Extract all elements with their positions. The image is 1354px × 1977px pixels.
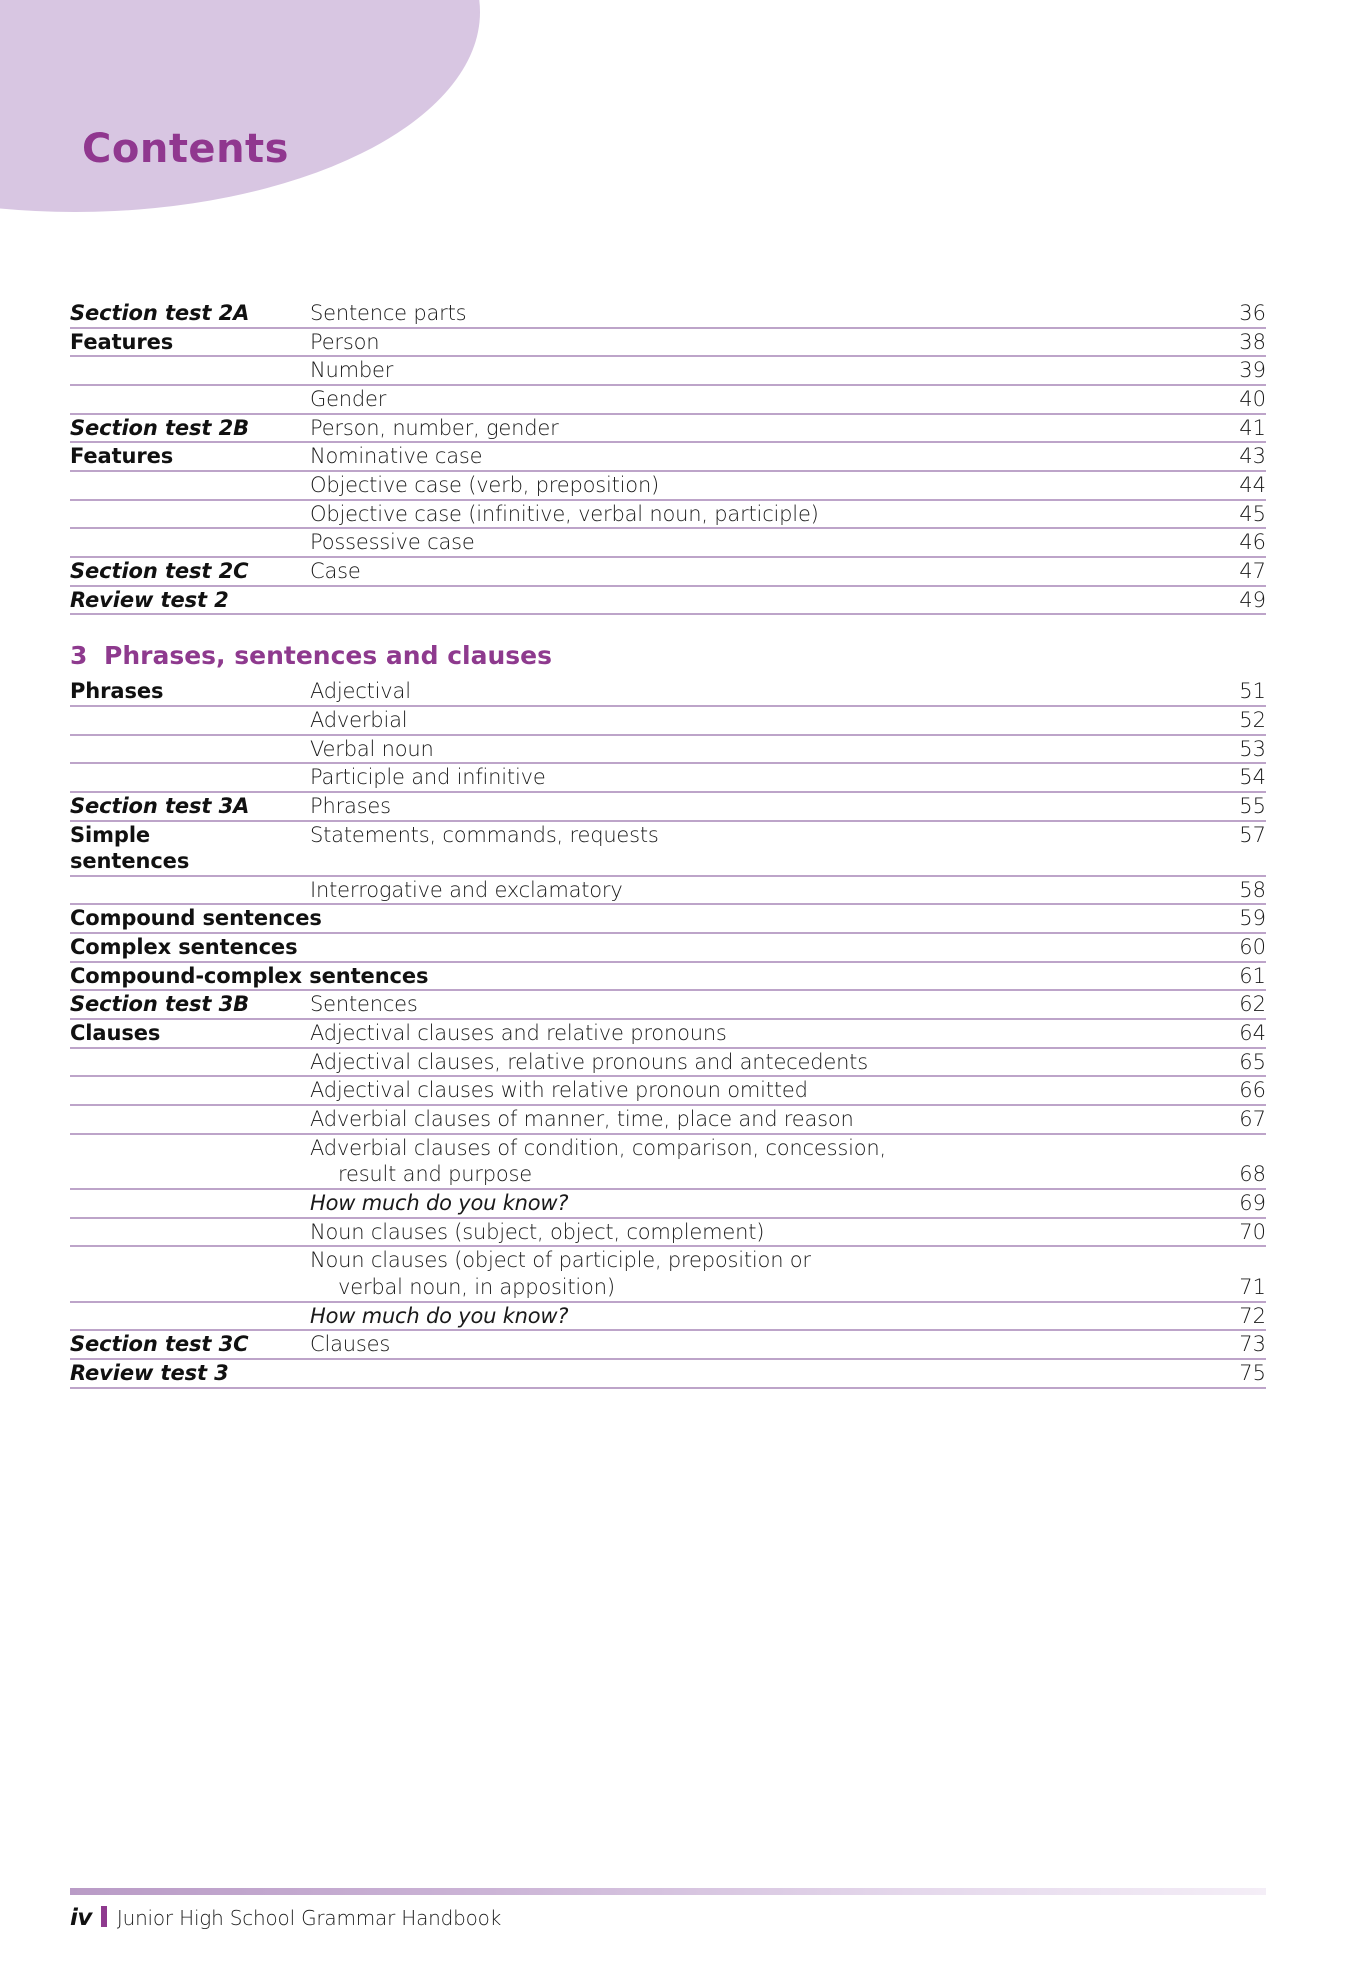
toc-row[interactable]: [70, 821, 1266, 876]
toc-entry-title: [310, 1076, 1110, 1105]
toc-entry-title-line: How much do you know?: [310, 1191, 569, 1216]
toc-entry-title: [310, 1189, 1110, 1218]
footer-accent-bar-icon: [101, 1906, 107, 1927]
toc-row[interactable]: [70, 1076, 1266, 1105]
toc-entry-page-number: 53: [1110, 735, 1266, 764]
toc-entry-page-number: 46: [1110, 528, 1266, 557]
toc-entry-title: [310, 1019, 1110, 1048]
toc-entry-title: [310, 876, 1110, 905]
toc-entry-title-line: Phrases: [310, 793, 391, 818]
toc-entry-category: [70, 1048, 310, 1077]
toc-entry-category: [70, 1105, 310, 1134]
toc-entry-title: [310, 678, 1110, 706]
toc-entry-category-line: sentences: [70, 849, 190, 874]
toc-entry-category: [70, 821, 310, 876]
toc-entry-page-number: 75: [1110, 1359, 1266, 1388]
toc-section-heading-row: [70, 614, 1266, 678]
toc-entry-title: [310, 385, 1110, 414]
toc-entry-category-line: Simple: [70, 822, 151, 847]
toc-entry-title: [310, 442, 1110, 471]
toc-entry-category: [70, 1189, 310, 1218]
toc-entry-page-number: 59: [1110, 904, 1266, 933]
toc-entry-page-number: 55: [1110, 792, 1266, 821]
toc-row[interactable]: [70, 528, 1266, 557]
toc-entry-page-number: 38: [1110, 328, 1266, 357]
toc-entry-title-line: Objective case (infinitive, verbal noun, participle): [310, 501, 819, 526]
toc-row[interactable]: [70, 586, 1266, 615]
toc-entry-title-line: Nominative case: [310, 444, 483, 469]
toc-entry-page-number: 61: [1110, 962, 1266, 991]
toc-row[interactable]: [70, 678, 1266, 706]
toc-row[interactable]: [70, 1218, 1266, 1247]
toc-entry-category: [70, 528, 310, 557]
toc-entry-title: [310, 471, 1110, 500]
toc-row[interactable]: [70, 1359, 1266, 1388]
toc-entry-page-number: 41: [1110, 414, 1266, 443]
toc-row[interactable]: [70, 706, 1266, 735]
toc-entry-category: [70, 500, 310, 529]
toc-entry-title: [310, 1302, 1110, 1331]
toc-row[interactable]: [70, 1189, 1266, 1218]
toc-entry-category: [70, 1134, 310, 1189]
toc-row[interactable]: [70, 328, 1266, 357]
toc-row[interactable]: [70, 962, 1266, 991]
toc-entry-page-number: 68: [1110, 1134, 1266, 1189]
toc-entry-page-number: 43: [1110, 442, 1266, 471]
toc-entry-title: [310, 500, 1110, 529]
toc-entry-title-full: Complex sentences: [70, 933, 1110, 962]
toc-row[interactable]: [70, 471, 1266, 500]
toc-entry-title: [310, 557, 1110, 586]
toc-entry-title: [310, 821, 1110, 876]
toc-entry-page-number: 64: [1110, 1019, 1266, 1048]
toc-row[interactable]: [70, 385, 1266, 414]
toc-row[interactable]: [70, 1134, 1266, 1189]
toc-entry-title-line: Person, number, gender: [310, 415, 559, 440]
toc-row[interactable]: [70, 557, 1266, 586]
toc-entry-title-line: Adjectival clauses and relative pronouns: [310, 1021, 727, 1046]
toc-entry-title-full: Compound-complex sentences: [70, 962, 1110, 991]
toc-entry-title-line: Adverbial: [310, 707, 408, 732]
toc-entry-page-number: 58: [1110, 876, 1266, 905]
toc-entry-title-line: Possessive case: [310, 530, 475, 555]
toc-row[interactable]: [70, 904, 1266, 933]
toc-entry-category: [70, 1359, 310, 1388]
toc-entry-title: [310, 763, 1110, 792]
toc-entry-title-line: Gender: [310, 386, 387, 411]
header-ellipse-decoration: [0, 0, 480, 212]
toc-entry-category: [70, 557, 310, 586]
toc-entry-category: [70, 356, 310, 385]
toc-entry-category-line: Section test 2B: [70, 415, 249, 440]
toc-row[interactable]: [70, 933, 1266, 962]
toc-entry-category: [70, 876, 310, 905]
toc-entry-title-line: Adverbial clauses of manner, time, place and reason: [310, 1107, 854, 1132]
toc-entry-title-continuation: verbal noun, in apposition): [338, 1275, 615, 1299]
toc-entry-category: [70, 471, 310, 500]
footer-line: [70, 1904, 1280, 1931]
toc-row[interactable]: [70, 356, 1266, 385]
footer-rule: [70, 1888, 1266, 1895]
toc-entry-title-continuation: result and purpose: [338, 1162, 532, 1187]
toc-entry-title: [310, 300, 1110, 328]
toc-body: [70, 300, 1266, 1388]
toc-entry-title: [310, 1048, 1110, 1077]
toc-entry-title: [310, 328, 1110, 357]
toc-entry-category: [70, 735, 310, 764]
toc-entry-page-number: 40: [1110, 385, 1266, 414]
toc-entry-category-line: Section test 3C: [70, 1332, 249, 1357]
page-header: [0, 0, 1354, 230]
toc-section-heading-cell: [70, 614, 1266, 678]
toc-row[interactable]: [70, 1246, 1266, 1301]
toc-entry-category-line: Review test 3: [70, 1360, 229, 1385]
toc-entry-title: [310, 1359, 1110, 1388]
toc-entry-title-full: Compound sentences: [70, 904, 1110, 933]
toc-entry-title-line: Statements, commands, requests: [310, 822, 659, 847]
toc-entry-title: [310, 528, 1110, 557]
toc-entry-title-line: Sentences: [310, 992, 418, 1017]
toc-row[interactable]: [70, 414, 1266, 443]
toc-entry-title: [310, 1330, 1110, 1359]
toc-row[interactable]: [70, 1105, 1266, 1134]
toc-entry-title: [310, 1218, 1110, 1247]
toc-entry-category: [70, 990, 310, 1019]
toc-entry-title-line: Person: [310, 329, 380, 354]
toc-entry-category-line: Section test 2C: [70, 558, 249, 583]
toc-row[interactable]: [70, 792, 1266, 821]
toc-entry-category: [70, 328, 310, 357]
toc-entry-title-line: How much do you know?: [310, 1303, 569, 1328]
toc-section-number: 3: [70, 641, 88, 671]
toc-entry-title-line: Adjectival: [310, 679, 411, 704]
toc-entry-page-number: 70: [1110, 1218, 1266, 1247]
toc-entry-page-number: 52: [1110, 706, 1266, 735]
toc-entry-category: [70, 1246, 310, 1301]
toc-entry-category: [70, 385, 310, 414]
toc-entry-title-line: Adverbial clauses of condition, comparison, concession,: [310, 1135, 886, 1160]
toc-entry-page-number: 49: [1110, 586, 1266, 615]
toc-row[interactable]: [70, 442, 1266, 471]
toc-entry-category: [70, 442, 310, 471]
toc-entry-category-line: Features: [70, 444, 174, 469]
toc-entry-title: [310, 990, 1110, 1019]
toc-row[interactable]: [70, 990, 1266, 1019]
toc-entry-page-number: 39: [1110, 356, 1266, 385]
toc-row[interactable]: [70, 763, 1266, 792]
toc-table: [70, 300, 1266, 1389]
toc-entry-category-line: Section test 3A: [70, 793, 250, 818]
toc-entry-title: [310, 414, 1110, 443]
page-footer: [70, 1888, 1280, 1931]
toc-entry-page-number: 54: [1110, 763, 1266, 792]
toc-entry-page-number: 65: [1110, 1048, 1266, 1077]
toc-entry-category-line: Section test 3B: [70, 992, 249, 1017]
toc-entry-title-line: Case: [310, 558, 361, 583]
toc-row[interactable]: [70, 876, 1266, 905]
toc-entry-category: [70, 1218, 310, 1247]
toc-section-title: Phrases, sentences and clauses: [104, 641, 552, 671]
toc-row[interactable]: [70, 1302, 1266, 1331]
toc-entry-category: [70, 1019, 310, 1048]
toc-entry-category-line: Section test 2A: [70, 301, 250, 325]
toc-entry-category: [70, 763, 310, 792]
page-title: Contents: [82, 126, 289, 172]
toc-row[interactable]: [70, 1019, 1266, 1048]
toc-entry-title: [310, 792, 1110, 821]
toc-row[interactable]: [70, 300, 1266, 328]
toc-entry-title-line: Adjectival clauses with relative pronoun omitted: [310, 1078, 808, 1103]
toc-entry-category-line: Phrases: [70, 679, 164, 704]
toc-entry-page-number: 71: [1110, 1246, 1266, 1301]
toc-entry-category: [70, 678, 310, 706]
toc-entry-category: [70, 586, 310, 615]
toc-entry-title-line: Number: [310, 358, 394, 383]
toc-section-heading[interactable]: [70, 641, 1266, 670]
toc-entry-title-line: Adjectival clauses, relative pronouns and antecedents: [310, 1049, 868, 1074]
toc-entry-title-line: Participle and infinitive: [310, 765, 546, 790]
toc-entry-page-number: 72: [1110, 1302, 1266, 1331]
toc-entry-category: [70, 706, 310, 735]
toc-entry-page-number: 67: [1110, 1105, 1266, 1134]
toc-entry-title: [310, 1134, 1110, 1189]
toc-entry-title-line: Noun clauses (object of participle, preposition or: [310, 1248, 811, 1273]
toc-entry-title: [310, 586, 1110, 615]
toc-entry-page-number: 47: [1110, 557, 1266, 586]
toc-row[interactable]: [70, 1048, 1266, 1077]
toc-entry-title-line: Clauses: [310, 1332, 391, 1357]
footer-book-title: Junior High School Grammar Handbook: [116, 1906, 502, 1930]
toc-entry-title-line: Sentence parts: [310, 301, 467, 325]
toc-row[interactable]: [70, 500, 1266, 529]
toc-entry-page-number: 73: [1110, 1330, 1266, 1359]
toc-entry-title: [310, 1105, 1110, 1134]
table-of-contents: [70, 300, 1266, 1389]
toc-entry-page-number: 45: [1110, 500, 1266, 529]
toc-entry-category-line: Review test 2: [70, 587, 229, 612]
toc-entry-title-line: Interrogative and exclamatory: [310, 877, 623, 902]
toc-entry-category: [70, 414, 310, 443]
toc-entry-title-line: Verbal noun: [310, 736, 434, 761]
toc-entry-title: [310, 356, 1110, 385]
toc-entry-category-line: Features: [70, 329, 174, 354]
toc-entry-category-line: Clauses: [70, 1021, 161, 1046]
toc-entry-category: [70, 792, 310, 821]
toc-entry-category: [70, 1076, 310, 1105]
toc-entry-category: [70, 1302, 310, 1331]
toc-entry-page-number: 66: [1110, 1076, 1266, 1105]
toc-entry-title: [310, 1246, 1110, 1301]
toc-entry-title-line: Objective case (verb, preposition): [310, 472, 660, 497]
toc-entry-title: [310, 706, 1110, 735]
toc-entry-category: [70, 300, 310, 328]
toc-entry-page-number: 62: [1110, 990, 1266, 1019]
toc-entry-title-line: Noun clauses (subject, object, complement): [310, 1219, 765, 1244]
toc-entry-page-number: 44: [1110, 471, 1266, 500]
toc-entry-page-number: 36: [1110, 300, 1266, 328]
toc-entry-page-number: 69: [1110, 1189, 1266, 1218]
toc-entry-title: [310, 735, 1110, 764]
toc-entry-page-number: 57: [1110, 821, 1266, 876]
toc-entry-page-number: 51: [1110, 678, 1266, 706]
toc-row[interactable]: [70, 735, 1266, 764]
footer-page-number: iv: [70, 1905, 92, 1931]
toc-entry-category: [70, 1330, 310, 1359]
toc-entry-page-number: 60: [1110, 933, 1266, 962]
toc-row[interactable]: [70, 1330, 1266, 1359]
